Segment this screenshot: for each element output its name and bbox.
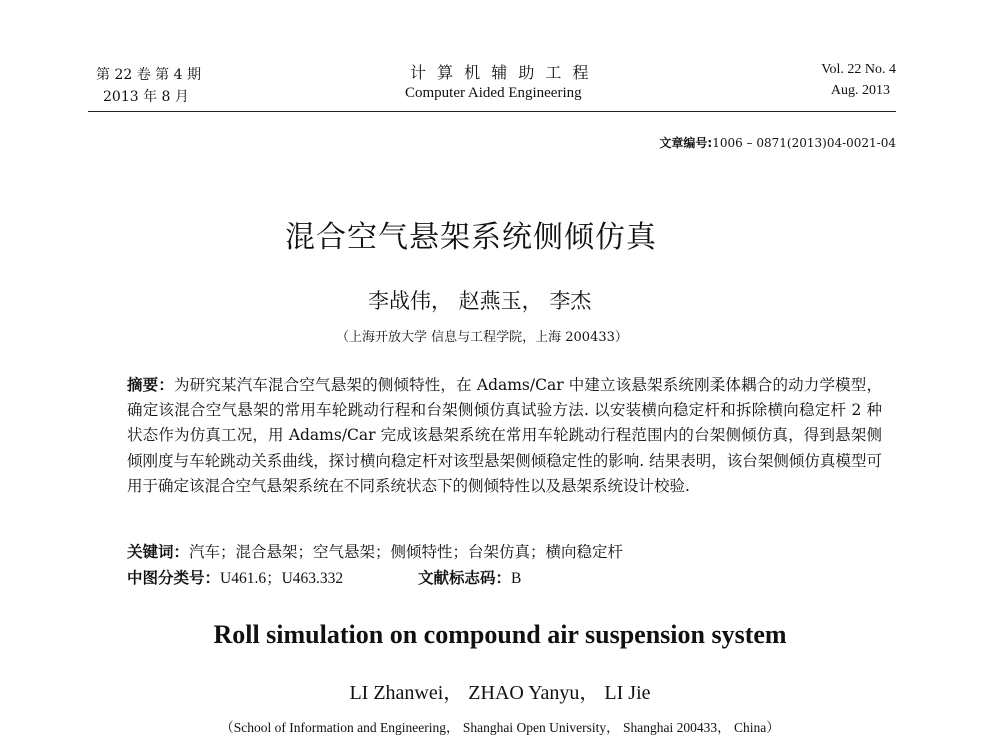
abstract-text: 为研究某汽车混合空气悬架的侧倾特性，在 Adams/Car 中建立该悬架系统刚柔体耦合的动力学模型，确定该混合空气悬架的常用车轮跳动行程和台架侧倾仿真试验方法. 以安装横向稳定杆和拆除横向稳定杆 2 种状态作为仿真工况，用 Adams/Car 完成该悬架系统在常用车轮跳动行程范围内的台架侧倾仿真，得到悬架侧倾刚度与车轮跳动关系曲线，探讨横向稳定杆对该型悬架侧倾稳定性的影响. 结果表明，该台架侧倾仿真模型可用于确定该混合空气悬架系统在不同系统状态下的侧倾特性以及悬架系统设计校验. — [127, 376, 882, 495]
journal-name-en: Computer Aided Engineering — [405, 85, 582, 101]
doc-code-line — [418, 566, 521, 588]
abstract-label: 摘要： — [127, 376, 175, 394]
clc-value: U461.6；U463.332 — [220, 570, 344, 587]
abstract-block — [127, 373, 882, 499]
volume-issue-en: Vol. 22 No. 4 — [821, 62, 896, 77]
affiliation-en: （School of Information and Engineering， Shanghai Open University， Shanghai 200433， China） — [220, 720, 780, 735]
paper-title-cn: 混合空气悬架系统侧倾仿真 — [285, 220, 657, 255]
volume-issue-cn: 第 22 卷 第 4 期 — [96, 67, 201, 83]
article-number-label: 文章编号: — [659, 136, 713, 150]
date-cn: 2013 年 8 月 — [103, 89, 189, 105]
keywords-line — [127, 540, 623, 562]
keywords-label: 关键词： — [127, 543, 190, 561]
keywords-text: 汽车；混合悬架；空气悬架；侧倾特性；台架仿真；横向稳定杆 — [189, 543, 624, 561]
affiliation-cn: （上海开放大学 信息与工程学院，上海 200433） — [336, 330, 628, 345]
clc-label: 中图分类号： — [127, 569, 221, 587]
classification-line — [127, 566, 343, 588]
article-number-value: 1006 – 0871(2013)04-0021-04 — [712, 136, 896, 150]
authors-en: LI Zhanwei， ZHAO Yanyu， LI Jie — [349, 682, 651, 704]
date-en: Aug. 2013 — [830, 83, 890, 98]
header-rule — [88, 111, 896, 112]
doc-code-label: 文献标志码： — [418, 569, 512, 587]
doc-code-value: B — [511, 570, 522, 587]
journal-name-cn: 计 算 机 辅 助 工 程 — [410, 63, 592, 82]
paper-title-en: Roll simulation on compound air suspension system — [213, 620, 787, 649]
authors-cn: 李战伟， 赵燕玉， 李杰 — [368, 289, 592, 313]
article-number — [659, 134, 896, 151]
